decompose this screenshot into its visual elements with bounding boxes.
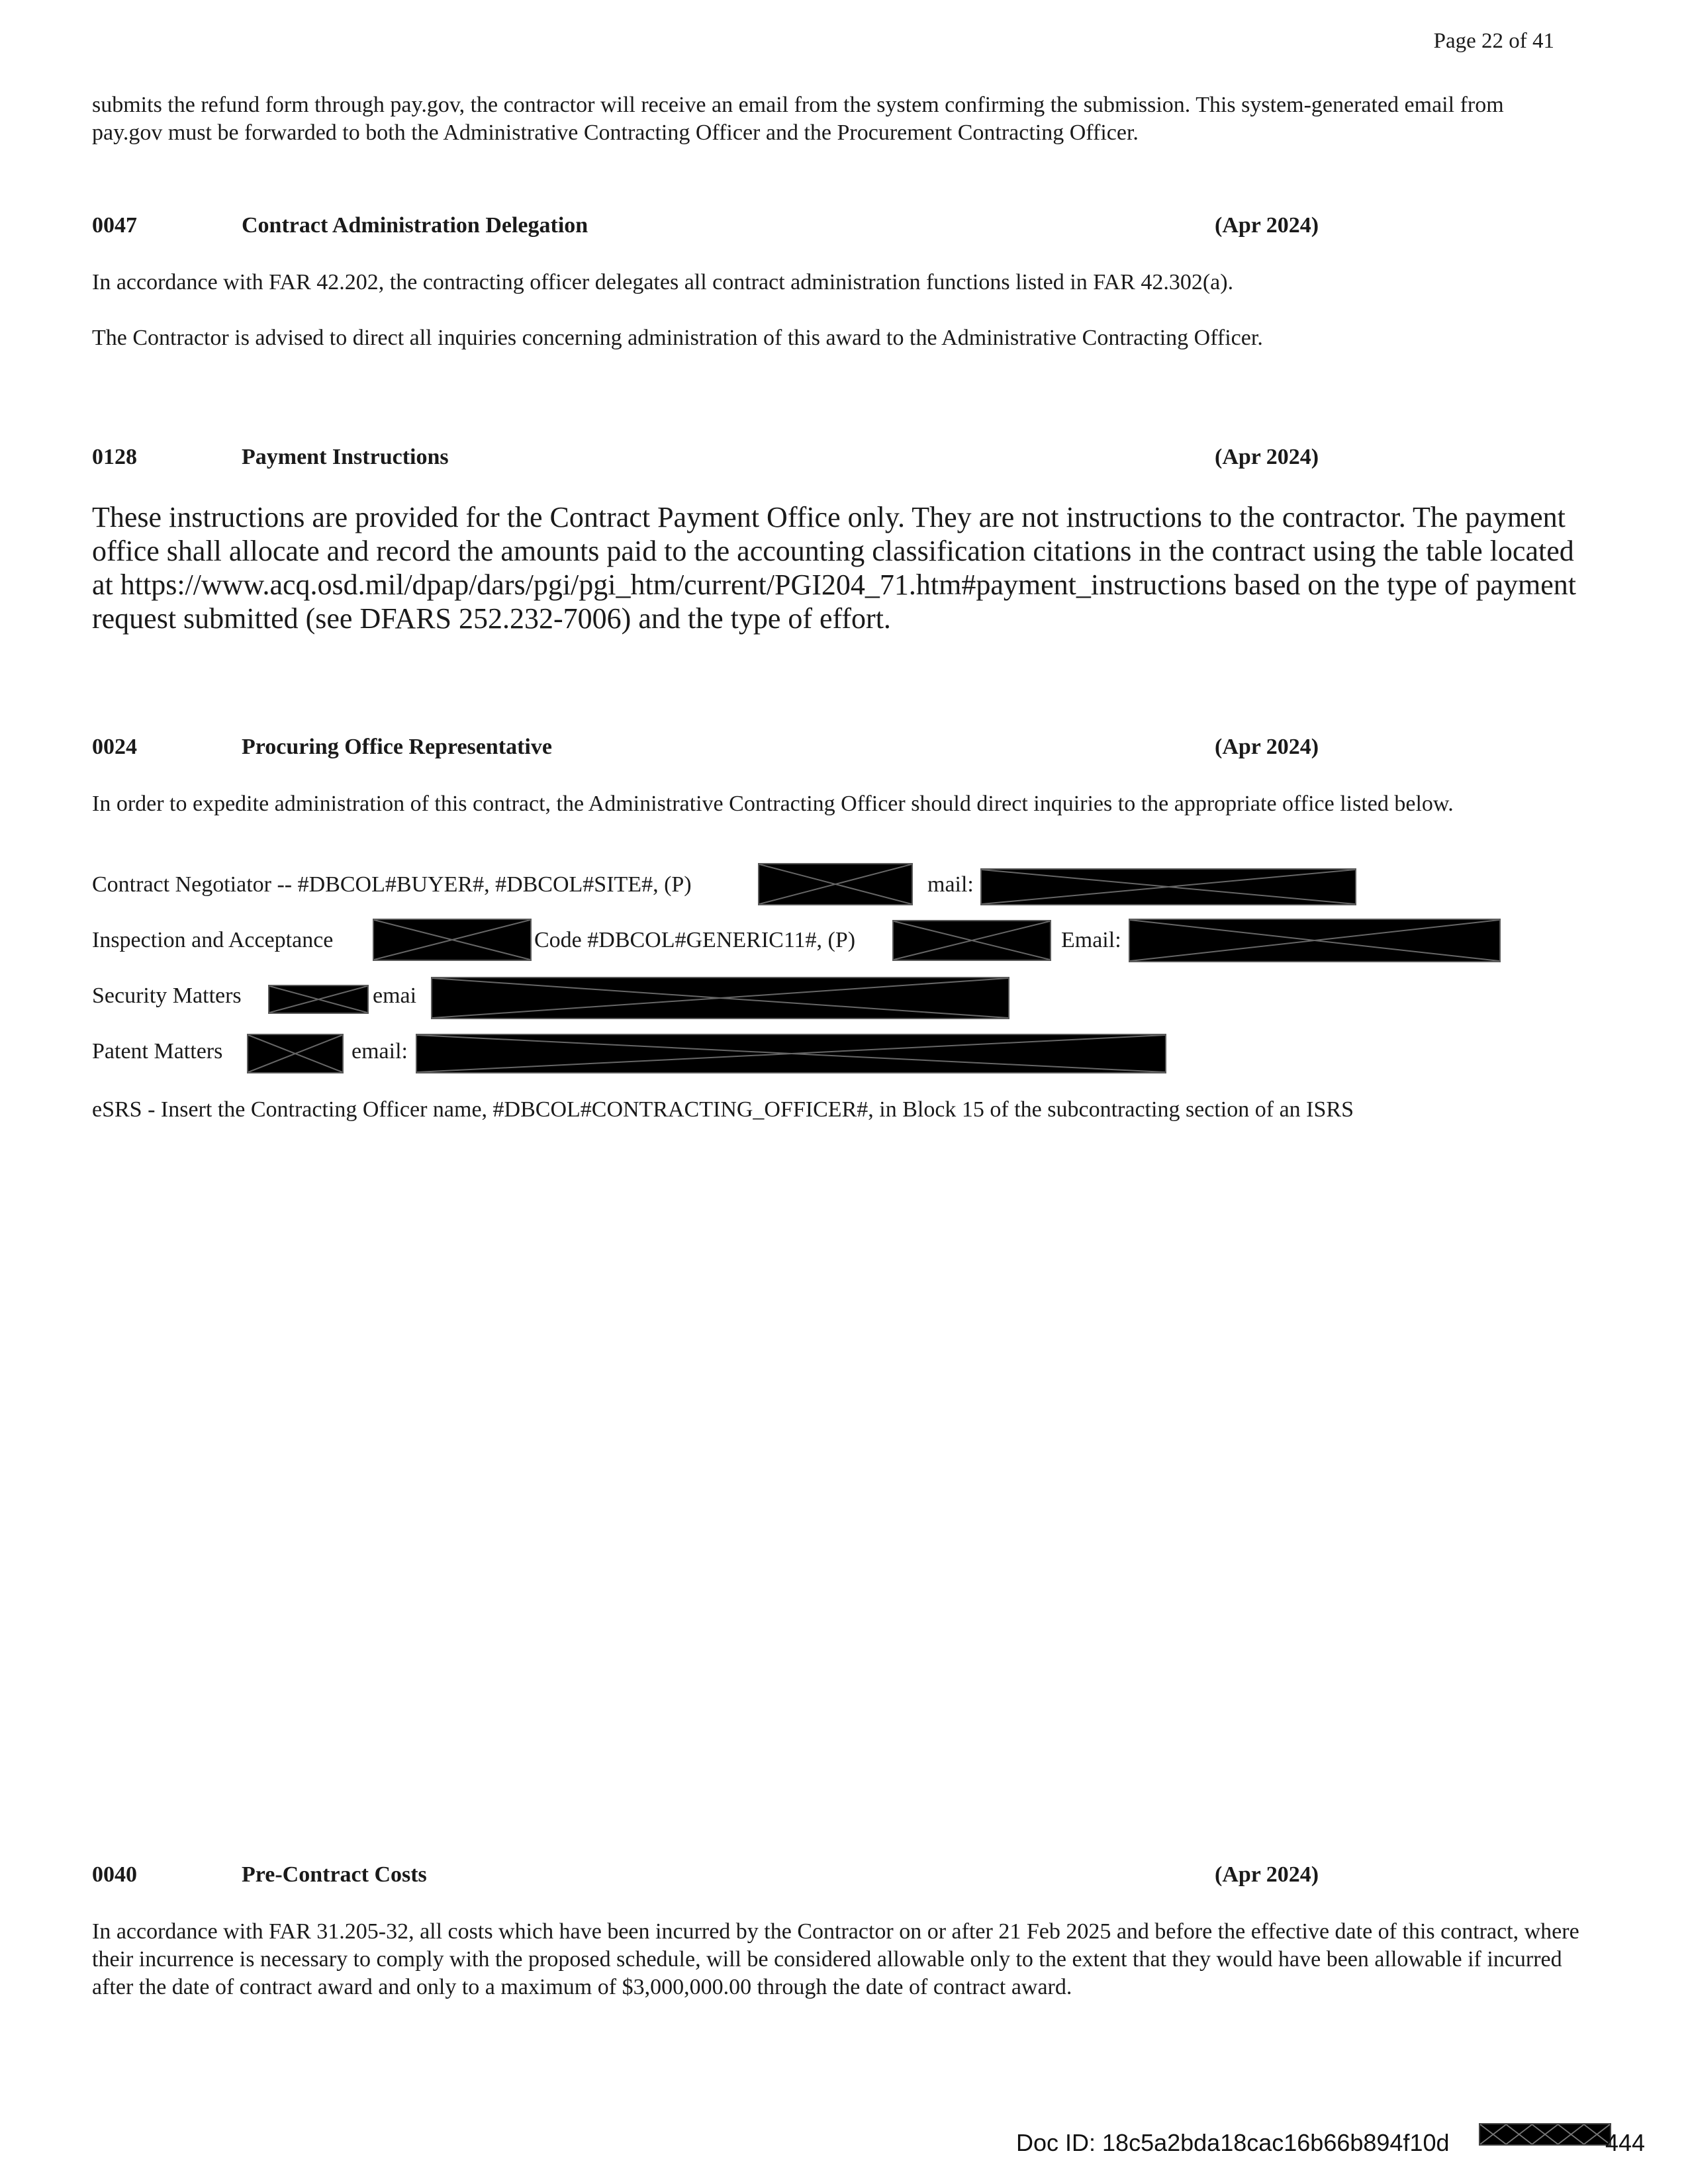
- section-number: 0047: [92, 213, 137, 238]
- doc-id: Doc ID: 18c5a2bda18cac16b66b894f10d: [1016, 2129, 1450, 2156]
- section-title: Contract Administration Delegation: [242, 213, 588, 238]
- section-0128-paragraph: These instructions are provided for the Contract Payment Office only. They are not instructions to the contractor. The payment office shall allocate and record the amounts paid to the accounting classification citations in the contract using the table located at https://www.acq.osd.mil/dpap/dars/pgi/pgi_htm/current/PGI204_71.htm#payment_instructions based on the type of payment request submitted (see DFARS 252.232-7006) and the type of effort.: [92, 501, 1577, 635]
- patent-matters-label: Patent Matters: [92, 1039, 223, 1064]
- section-title: Payment Instructions: [242, 445, 449, 469]
- contract-negotiator-label: Contract Negotiator -- #DBCOL#BUYER#, #DBCOL#SITE#, (P): [92, 872, 692, 897]
- section-date: (Apr 2024): [1215, 735, 1319, 759]
- section-title: Pre-Contract Costs: [242, 1862, 427, 1887]
- section-heading-0128: [92, 445, 1336, 473]
- redacted-doc-id-block: [1479, 2123, 1611, 2146]
- section-0047-paragraph-2: The Contractor is advised to direct all inquiries concerning administration of this award to the Administrative Contracting Officer.: [92, 326, 1263, 350]
- redacted-phone-block: [758, 863, 913, 905]
- redacted-email-block: [431, 977, 1009, 1019]
- section-date: (Apr 2024): [1215, 1862, 1319, 1887]
- section-number: 0040: [92, 1862, 137, 1887]
- intro-paragraph: submits the refund form through pay.gov, the contractor will receive an email from the system confirming the submission. This system-generated email from pay.gov must be forwarded to both the Administrative Contracting Officer and the Procurement Contracting Officer.: [92, 93, 1504, 145]
- redacted-office-block: [373, 919, 532, 961]
- section-0024-paragraph: In order to expedite administration of this contract, the Administrative Contracting Officer should direct inquiries to the appropriate office listed below.: [92, 792, 1454, 816]
- doc-id-suffix: 444: [1605, 2129, 1646, 2156]
- section-date: (Apr 2024): [1215, 213, 1319, 238]
- section-heading-0040: [92, 1862, 1336, 1890]
- section-number: 0128: [92, 445, 137, 469]
- security-email-label: emai: [373, 983, 417, 1008]
- section-0040-paragraph: In accordance with FAR 31.205-32, all costs which have been incurred by the Contractor on or after 21 Feb 2025 and before the effective date of this contract, where their incurrence is necessary to comply with the proposed schedule, will be considered allowable only to the extent that they would have been allowable if incurred after the date of contract award and only to a maximum of $3,000,000.00 through the date of contract award.: [92, 1919, 1579, 1999]
- section-number: 0024: [92, 735, 137, 759]
- section-heading-0047: [92, 213, 1336, 241]
- patent-email-label: email:: [352, 1039, 408, 1064]
- inspection-acceptance-label: Inspection and Acceptance: [92, 928, 334, 952]
- inspection-acceptance-row: [92, 919, 1595, 961]
- redacted-phone-block: [268, 985, 369, 1014]
- section-date: (Apr 2024): [1215, 445, 1319, 469]
- redacted-email-block: [980, 868, 1356, 905]
- redacted-phone-block: [892, 920, 1051, 961]
- inspection-code-label: Code #DBCOL#GENERIC11#, (P): [534, 928, 856, 952]
- patent-matters-row: [92, 1030, 1595, 1072]
- redacted-phone-block: [247, 1034, 344, 1073]
- section-heading-0024: [92, 735, 1336, 762]
- contract-negotiator-row: [92, 863, 1595, 905]
- security-matters-row: [92, 974, 1595, 1017]
- redacted-email-block: [416, 1034, 1166, 1073]
- inspection-email-label: Email:: [1061, 928, 1121, 952]
- security-matters-label: Security Matters: [92, 983, 242, 1008]
- contract-negotiator-mail-label: mail:: [927, 872, 974, 897]
- esrs-paragraph: eSRS - Insert the Contracting Officer name, #DBCOL#CONTRACTING_OFFICER#, in Block 15 of the subcontracting section of an ISRS: [92, 1097, 1354, 1122]
- section-0047-paragraph-1: In accordance with FAR 42.202, the contracting officer delegates all contract administration functions listed in FAR 42.302(a).: [92, 270, 1234, 295]
- section-title: Procuring Office Representative: [242, 735, 552, 759]
- page-number: Page 22 of 41: [1433, 29, 1554, 53]
- redacted-email-block: [1129, 919, 1501, 962]
